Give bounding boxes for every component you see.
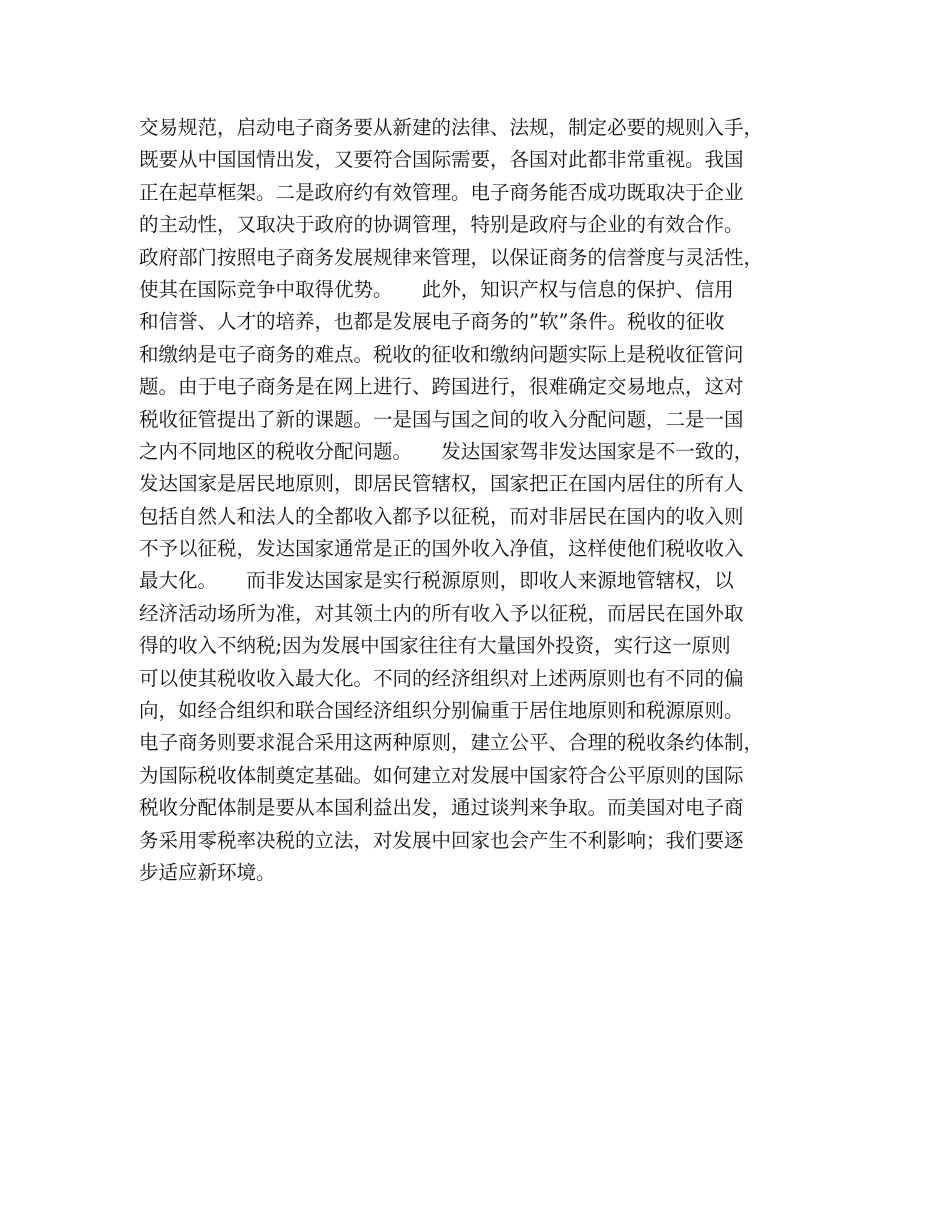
text-line: 包括自然人和法人的全都收入都予以征税，而对非居民在国内的收入则 [139, 504, 744, 528]
body-text [139, 112, 829, 889]
text-line: 得的收入不纳税;因为发展中国家往往有大量国外投资，实行这一原则 [139, 634, 731, 658]
text-line: 可以使其税收收入最大化。不同的经济组织对上述两原则也有不同的偏 [139, 666, 744, 690]
text-line: 税收征管提出了新的课题。一是国与国之间的收入分配问题，二是一国 [139, 407, 744, 431]
text-line: 和信誉、人才的培养，也都是发展电子商务的”软”条件。税收的征收 [139, 310, 725, 334]
text-line: 和缴纳是屯子商务的难点。税收的征收和缴纳问题实际上是税收征管问 [139, 342, 744, 366]
text-line: 正在起草框架。二是政府约有效管理。电子商务能否成功既取决于企业 [139, 180, 744, 204]
text-line: 之内不同地区的税收分配问题。 发达国家驾非发达国家是不一致的， [139, 439, 754, 463]
text-line: 的主动性，又取决于政府的协调管理，特别是政府与企业的有效合作。 [139, 213, 744, 237]
text-line: 既要从中国国情出发，又要符合国际需要，各国对此都非常重视。我国 [139, 148, 744, 172]
text-line: 政府部门按照电子商务发展规律来管理，以保证商务的信誉度与灵活性， [139, 245, 764, 269]
text-line: 交易规范，启动电子商务要从新建的法律、法规，制定必要的规则入手， [139, 116, 764, 139]
text-line: 务采用零税率决税的立法，对发展中回家也会产生不利影响；我们要逐 [139, 828, 744, 852]
text-line: 不予以征税，发达国家通常是正的国外收入净值，这样使他们税收收入 [139, 537, 744, 561]
text-line: 步适应新环境。 [139, 860, 276, 884]
text-line: 题。由于电子商务是在网上进行、跨国进行，很难确定交易地点，这对 [139, 375, 744, 399]
text-line: 向，如经合组织和联合国经济组织分别偏重于居住地原则和税源原则。 [139, 699, 744, 723]
text-line: 最大化。 而非发达国家是实行税源原则，即收人来源地管辖权，以 [139, 569, 734, 593]
text-line: 为国际税收体制奠定基础。如何建立对发展中国家符合公平原则的国际 [139, 763, 744, 787]
text-line: 发达国家是居民地原则，即居民管辖权，国家把正在国内居住的所有人 [139, 472, 744, 496]
text-line: 电子商务则要求混合采用这两种原则，建立公平、合理的税收条约体制， [139, 731, 764, 755]
text-line: 税收分配体制是要从本国利益出发，通过谈判来争取。而美国对电子商 [139, 796, 744, 820]
text-line: 使其在国际竞争中取得优势。 此外，知识产权与信息的保护、信用 [139, 277, 734, 301]
text-line: 经济活动场所为准，对其领土内的所有收入予以征税，而居民在国外取 [139, 601, 744, 625]
